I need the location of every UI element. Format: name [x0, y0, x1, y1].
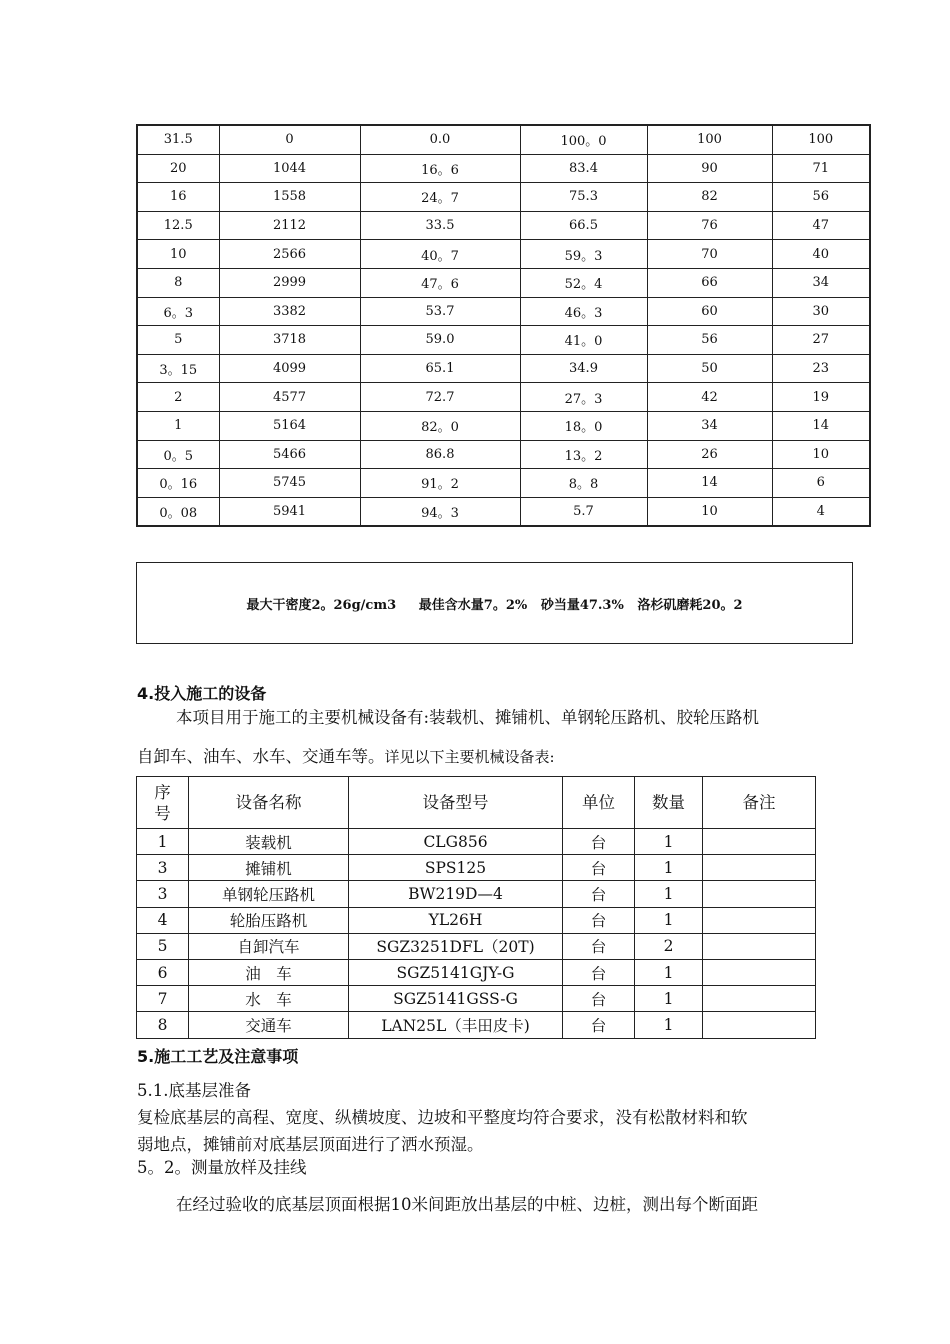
- header-remarks: 备注: [703, 777, 816, 829]
- sieve-cell: 31.5: [137, 125, 219, 154]
- equipment-quantity-cell: 1: [635, 855, 703, 881]
- sieve-cell: 0: [219, 125, 360, 154]
- sieve-cell: 16。6: [360, 154, 520, 183]
- sieve-cell: 0。5: [137, 440, 219, 469]
- equipment-name-cell: 自卸汽车: [189, 933, 349, 959]
- equipment-index-cell: 1: [137, 829, 189, 855]
- sieve-cell: 40。7: [360, 240, 520, 269]
- equipment-model-cell: SGZ3251DFL（20T): [349, 933, 563, 959]
- equipment-model-cell: CLG856: [349, 829, 563, 855]
- sieve-cell: 82。0: [360, 411, 520, 440]
- equipment-remarks-cell: [703, 986, 816, 1012]
- header-unit: 单位: [563, 777, 635, 829]
- sieve-cell: 4577: [219, 383, 360, 412]
- sieve-cell: 66: [647, 268, 772, 297]
- sand-equivalent: 砂当量47.3%: [540, 597, 624, 613]
- sieve-cell: 4099: [219, 354, 360, 383]
- sieve-cell: 0.0: [360, 125, 520, 154]
- equipment-name-cell: 轮胎压路机: [189, 907, 349, 933]
- section-4-heading: 4.投入施工的设备: [137, 684, 267, 703]
- sieve-cell: 2: [137, 383, 219, 412]
- sieve-cell: 41。0: [520, 326, 647, 355]
- section-4-paragraph-line-1: 本项目用于施工的主要机械设备有:装载机、摊铺机、单钢轮压路机、胶轮压路机: [176, 708, 760, 727]
- sieve-cell: 5164: [219, 411, 360, 440]
- sieve-cell: 5941: [219, 497, 360, 526]
- sieve-cell: 2566: [219, 240, 360, 269]
- equipment-quantity-cell: 1: [635, 881, 703, 907]
- sieve-cell: 18。0: [520, 411, 647, 440]
- sieve-table-body: [137, 125, 870, 526]
- sieve-cell: 5: [137, 326, 219, 355]
- sieve-cell: 3718: [219, 326, 360, 355]
- sieve-cell: 26: [647, 440, 772, 469]
- equipment-index-cell: 6: [137, 959, 189, 985]
- equipment-name-cell: 交通车: [189, 1012, 349, 1038]
- equipment-index-cell: 8: [137, 1012, 189, 1038]
- equipment-name-cell: 单钢轮压路机: [189, 881, 349, 907]
- sieve-cell: 5466: [219, 440, 360, 469]
- equipment-index-cell: 3: [137, 881, 189, 907]
- section-5-2-line-1: 在经过验收的底基层顶面根据10米间距放出基层的中桩、边桩，测出每个断面距: [176, 1195, 758, 1214]
- sieve-cell: 53.7: [360, 297, 520, 326]
- equipment-index-cell: 5: [137, 933, 189, 959]
- section-5-1-title: 5.1.底基层准备: [137, 1081, 251, 1100]
- sieve-cell: 1558: [219, 183, 360, 212]
- sieve-cell: 60: [647, 297, 772, 326]
- sieve-cell: 6: [772, 469, 870, 498]
- sieve-cell: 14: [772, 411, 870, 440]
- equipment-unit-cell: 台: [563, 907, 635, 933]
- sieve-cell: 100: [772, 125, 870, 154]
- equipment-remarks-cell: [703, 1012, 816, 1038]
- sieve-cell: 76: [647, 211, 772, 240]
- header-quantity: 数量: [635, 777, 703, 829]
- sieve-row: [137, 297, 870, 326]
- equipment-row: [137, 986, 816, 1012]
- equipment-remarks-cell: [703, 881, 816, 907]
- sieve-cell: 47。6: [360, 268, 520, 297]
- equipment-unit-cell: 台: [563, 959, 635, 985]
- equipment-quantity-cell: 1: [635, 907, 703, 933]
- sieve-row: [137, 211, 870, 240]
- sieve-cell: 100。0: [520, 125, 647, 154]
- sieve-cell: 94。3: [360, 497, 520, 526]
- sieve-row: [137, 440, 870, 469]
- sieve-row: [137, 240, 870, 269]
- header-equipment-model: 设备型号: [349, 777, 563, 829]
- sieve-cell: 8: [137, 268, 219, 297]
- sieve-cell: 56: [772, 183, 870, 212]
- sieve-cell: 82: [647, 183, 772, 212]
- sieve-cell: 34: [647, 411, 772, 440]
- equipment-quantity-cell: 1: [635, 986, 703, 1012]
- sieve-cell: 1044: [219, 154, 360, 183]
- sieve-cell: 8。8: [520, 469, 647, 498]
- equipment-row: [137, 959, 816, 985]
- sieve-row: [137, 268, 870, 297]
- sieve-cell: 50: [647, 354, 772, 383]
- equipment-unit-cell: 台: [563, 829, 635, 855]
- sieve-cell: 1: [137, 411, 219, 440]
- material-properties-box: [136, 562, 853, 644]
- equipment-remarks-cell: [703, 959, 816, 985]
- sieve-row: [137, 497, 870, 526]
- equipment-table-header: [137, 777, 816, 829]
- sieve-cell: 66.5: [520, 211, 647, 240]
- section-5-2-title: 5。2。测量放样及挂线: [137, 1158, 307, 1177]
- sieve-cell: 16: [137, 183, 219, 212]
- sieve-cell: 33.5: [360, 211, 520, 240]
- sieve-cell: 2112: [219, 211, 360, 240]
- sieve-row: [137, 326, 870, 355]
- sieve-cell: 59。3: [520, 240, 647, 269]
- sieve-cell: 10: [647, 497, 772, 526]
- sieve-cell: 14: [647, 469, 772, 498]
- equipment-model-cell: SGZ5141GJY-G: [349, 959, 563, 985]
- sieve-cell: 52。4: [520, 268, 647, 297]
- equipment-remarks-cell: [703, 829, 816, 855]
- sieve-cell: 71: [772, 154, 870, 183]
- sieve-cell: 0。16: [137, 469, 219, 498]
- equipment-quantity-cell: 1: [635, 959, 703, 985]
- sieve-row: [137, 154, 870, 183]
- equipment-remarks-cell: [703, 855, 816, 881]
- sieve-cell: 91。2: [360, 469, 520, 498]
- equipment-row: [137, 829, 816, 855]
- sieve-cell: 10: [137, 240, 219, 269]
- sieve-cell: 40: [772, 240, 870, 269]
- max-dry-density: 最大干密度2。26g/cm3: [246, 597, 397, 613]
- equipment-model-cell: LAN25L（丰田皮卡): [349, 1012, 563, 1038]
- sieve-cell: 34.9: [520, 354, 647, 383]
- sieve-row: [137, 411, 870, 440]
- equipment-unit-cell: 台: [563, 1012, 635, 1038]
- equipment-quantity-cell: 1: [635, 829, 703, 855]
- sieve-cell: 3。15: [137, 354, 219, 383]
- sieve-cell: 3382: [219, 297, 360, 326]
- section-4-paragraph-line-2: [137, 742, 555, 772]
- sieve-cell: 65.1: [360, 354, 520, 383]
- sieve-row: [137, 354, 870, 383]
- equipment-table: [136, 776, 816, 1039]
- header-index: [137, 777, 189, 829]
- sieve-analysis-table: [136, 124, 871, 527]
- equipment-unit-cell: 台: [563, 855, 635, 881]
- section-5-heading: 5.施工工艺及注意事项: [137, 1047, 299, 1066]
- equipment-row: [137, 881, 816, 907]
- optimum-water-content: 最佳含水量7。2%: [418, 597, 528, 613]
- sieve-cell: 23: [772, 354, 870, 383]
- section-4-paragraph-text: 自卸车、油车、水车、交通车等。: [137, 747, 385, 766]
- sieve-cell: 34: [772, 268, 870, 297]
- sieve-row: [137, 469, 870, 498]
- sieve-row: [137, 125, 870, 154]
- equipment-remarks-cell: [703, 907, 816, 933]
- equipment-index-cell: 4: [137, 907, 189, 933]
- header-equipment-name: 设备名称: [189, 777, 349, 829]
- sieve-cell: 13。2: [520, 440, 647, 469]
- equipment-row: [137, 907, 816, 933]
- sieve-cell: 5.7: [520, 497, 647, 526]
- sieve-cell: 20: [137, 154, 219, 183]
- sieve-cell: 6。3: [137, 297, 219, 326]
- equipment-quantity-cell: 1: [635, 1012, 703, 1038]
- sieve-cell: 27。3: [520, 383, 647, 412]
- equipment-index-cell: 3: [137, 855, 189, 881]
- equipment-model-cell: SGZ5141GSS-G: [349, 986, 563, 1012]
- sieve-cell: 70: [647, 240, 772, 269]
- sieve-cell: 90: [647, 154, 772, 183]
- equipment-unit-cell: 台: [563, 986, 635, 1012]
- equipment-name-cell: 摊铺机: [189, 855, 349, 881]
- sieve-cell: 24。7: [360, 183, 520, 212]
- header-index-text: 序号: [154, 782, 171, 823]
- sieve-cell: 46。3: [520, 297, 647, 326]
- sieve-cell: 72.7: [360, 383, 520, 412]
- sieve-cell: 56: [647, 326, 772, 355]
- sieve-cell: 12.5: [137, 211, 219, 240]
- equipment-unit-cell: 台: [563, 881, 635, 907]
- equipment-quantity-cell: 2: [635, 933, 703, 959]
- sieve-row: [137, 183, 870, 212]
- sieve-cell: 75.3: [520, 183, 647, 212]
- equipment-row: [137, 1012, 816, 1038]
- equipment-model-cell: SPS125: [349, 855, 563, 881]
- sieve-cell: 0。08: [137, 497, 219, 526]
- la-abrasion: 洛杉矶磨耗20。2: [637, 597, 743, 613]
- sieve-cell: 47: [772, 211, 870, 240]
- equipment-unit-cell: 台: [563, 933, 635, 959]
- sieve-cell: 5745: [219, 469, 360, 498]
- equipment-name-cell: 装载机: [189, 829, 349, 855]
- sieve-cell: 10: [772, 440, 870, 469]
- equipment-model-cell: BW219D—4: [349, 881, 563, 907]
- equipment-row: [137, 855, 816, 881]
- equipment-name-cell: 水 车: [189, 986, 349, 1012]
- sieve-cell: 100: [647, 125, 772, 154]
- section-5-1-line-2: 弱地点，摊铺前对底基层顶面进行了洒水预湿。: [137, 1135, 484, 1154]
- sieve-cell: 59.0: [360, 326, 520, 355]
- equipment-remarks-cell: [703, 933, 816, 959]
- sieve-cell: 19: [772, 383, 870, 412]
- sieve-cell: 42: [647, 383, 772, 412]
- equipment-index-cell: 7: [137, 986, 189, 1012]
- sieve-cell: 2999: [219, 268, 360, 297]
- sieve-cell: 86.8: [360, 440, 520, 469]
- sieve-cell: 4: [772, 497, 870, 526]
- section-5-1-line-1: 复检底基层的高程、宽度、纵横坡度、边坡和平整度均符合要求，没有松散材料和软: [137, 1108, 748, 1127]
- equipment-model-cell: YL26H: [349, 907, 563, 933]
- section-4-table-intro: 详见以下主要机械设备表:: [384, 748, 555, 766]
- sieve-cell: 83.4: [520, 154, 647, 183]
- equipment-row: [137, 933, 816, 959]
- sieve-cell: 27: [772, 326, 870, 355]
- sieve-row: [137, 383, 870, 412]
- equipment-table-body: [137, 829, 816, 1039]
- equipment-name-cell: 油 车: [189, 959, 349, 985]
- sieve-cell: 30: [772, 297, 870, 326]
